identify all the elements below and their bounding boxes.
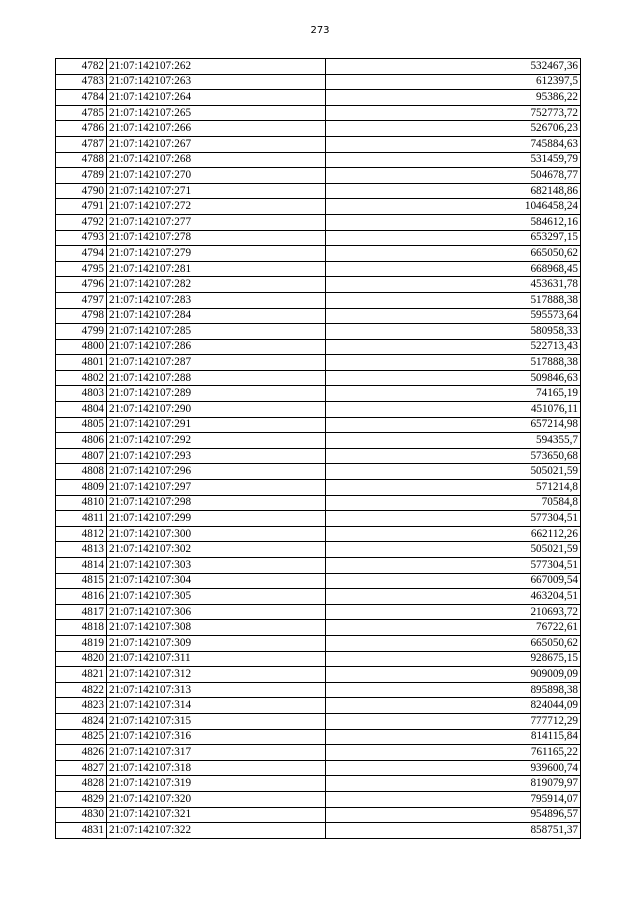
cadastral-number: 21:07:142107:286: [107, 339, 326, 355]
cadastral-number: 21:07:142107:293: [107, 448, 326, 464]
cadastral-value: 752773,72: [326, 105, 581, 121]
row-number: 4803: [56, 386, 107, 402]
table-row: [56, 136, 581, 152]
cadastral-value: 745884,63: [326, 136, 581, 152]
row-number: 4791: [56, 199, 107, 215]
cadastral-value: 928675,15: [326, 651, 581, 667]
cadastral-number: 21:07:142107:315: [107, 713, 326, 729]
cadastral-number: 21:07:142107:290: [107, 402, 326, 418]
table-row: [56, 480, 581, 496]
cadastral-value: 573650,68: [326, 448, 581, 464]
cadastral-value: 509846,63: [326, 370, 581, 386]
row-number: 4789: [56, 168, 107, 184]
table-row: [56, 698, 581, 714]
row-number: 4783: [56, 74, 107, 90]
table-row: [56, 168, 581, 184]
table-row: [56, 464, 581, 480]
table-row: [56, 760, 581, 776]
table-row: [56, 402, 581, 418]
table-row: [56, 339, 581, 355]
cadastral-value: 463204,51: [326, 589, 581, 605]
cadastral-value: 577304,51: [326, 511, 581, 527]
data-table: [55, 58, 581, 839]
cadastral-value: 571214,8: [326, 480, 581, 496]
row-number: 4795: [56, 261, 107, 277]
cadastral-number: 21:07:142107:270: [107, 168, 326, 184]
cadastral-number: 21:07:142107:299: [107, 511, 326, 527]
row-number: 4805: [56, 417, 107, 433]
table-row: [56, 713, 581, 729]
cadastral-value: 795914,07: [326, 791, 581, 807]
cadastral-value: 532467,36: [326, 59, 581, 75]
table-row: [56, 355, 581, 371]
cadastral-number: 21:07:142107:291: [107, 417, 326, 433]
row-number: 4800: [56, 339, 107, 355]
table-row: [56, 199, 581, 215]
cadastral-value: 74165,19: [326, 386, 581, 402]
row-number: 4822: [56, 682, 107, 698]
cadastral-number: 21:07:142107:263: [107, 74, 326, 90]
row-number: 4826: [56, 745, 107, 761]
cadastral-number: 21:07:142107:272: [107, 199, 326, 215]
cadastral-number: 21:07:142107:264: [107, 90, 326, 106]
row-number: 4815: [56, 573, 107, 589]
cadastral-value: 522713,43: [326, 339, 581, 355]
cadastral-number: 21:07:142107:271: [107, 183, 326, 199]
cadastral-number: 21:07:142107:303: [107, 558, 326, 574]
cadastral-number: 21:07:142107:319: [107, 776, 326, 792]
row-number: 4810: [56, 495, 107, 511]
cadastral-number: 21:07:142107:309: [107, 635, 326, 651]
cadastral-number: 21:07:142107:320: [107, 791, 326, 807]
cadastral-value: 662112,26: [326, 526, 581, 542]
table-row: [56, 308, 581, 324]
table-row: [56, 59, 581, 75]
cadastral-number: 21:07:142107:297: [107, 480, 326, 496]
row-number: 4825: [56, 729, 107, 745]
row-number: 4807: [56, 448, 107, 464]
table-row: [56, 324, 581, 340]
row-number: 4813: [56, 542, 107, 558]
table-row: [56, 791, 581, 807]
table-row: [56, 620, 581, 636]
row-number: 4784: [56, 90, 107, 106]
cadastral-value: 526706,23: [326, 121, 581, 137]
cadastral-value: 577304,51: [326, 558, 581, 574]
cadastral-number: 21:07:142107:282: [107, 277, 326, 293]
table-row: [56, 105, 581, 121]
table-row: [56, 745, 581, 761]
table-row: [56, 370, 581, 386]
table-row: [56, 667, 581, 683]
table-row: [56, 807, 581, 823]
cadastral-number: 21:07:142107:277: [107, 214, 326, 230]
table-row: [56, 230, 581, 246]
cadastral-number: 21:07:142107:268: [107, 152, 326, 168]
cadastral-number: 21:07:142107:267: [107, 136, 326, 152]
table-row: [56, 729, 581, 745]
row-number: 4799: [56, 324, 107, 340]
cadastral-number: 21:07:142107:306: [107, 604, 326, 620]
cadastral-number: 21:07:142107:321: [107, 807, 326, 823]
row-number: 4796: [56, 277, 107, 293]
cadastral-value: 653297,15: [326, 230, 581, 246]
cadastral-number: 21:07:142107:278: [107, 230, 326, 246]
table-row: [56, 526, 581, 542]
cadastral-value: 777712,29: [326, 713, 581, 729]
cadastral-number: 21:07:142107:317: [107, 745, 326, 761]
table-row: [56, 183, 581, 199]
cadastral-number: 21:07:142107:314: [107, 698, 326, 714]
cadastral-value: 909009,09: [326, 667, 581, 683]
cadastral-number: 21:07:142107:284: [107, 308, 326, 324]
cadastral-value: 612397,5: [326, 74, 581, 90]
cadastral-value: 665050,62: [326, 246, 581, 262]
cadastral-value: 595573,64: [326, 308, 581, 324]
table-row: [56, 417, 581, 433]
cadastral-value: 453631,78: [326, 277, 581, 293]
cadastral-value: 819079,97: [326, 776, 581, 792]
cadastral-number: 21:07:142107:281: [107, 261, 326, 277]
table-row: [56, 511, 581, 527]
table-row: [56, 635, 581, 651]
row-number: 4824: [56, 713, 107, 729]
cadastral-value: 517888,38: [326, 292, 581, 308]
table-row: [56, 214, 581, 230]
row-number: 4787: [56, 136, 107, 152]
cadastral-value: 814115,84: [326, 729, 581, 745]
cadastral-number: 21:07:142107:266: [107, 121, 326, 137]
table-row: [56, 573, 581, 589]
cadastral-value: 954896,57: [326, 807, 581, 823]
cadastral-number: 21:07:142107:289: [107, 386, 326, 402]
cadastral-value: 667009,54: [326, 573, 581, 589]
cadastral-value: 505021,59: [326, 542, 581, 558]
cadastral-number: 21:07:142107:283: [107, 292, 326, 308]
row-number: 4828: [56, 776, 107, 792]
cadastral-number: 21:07:142107:322: [107, 823, 326, 839]
cadastral-number: 21:07:142107:318: [107, 760, 326, 776]
table-row: [56, 542, 581, 558]
row-number: 4804: [56, 402, 107, 418]
cadastral-number: 21:07:142107:311: [107, 651, 326, 667]
cadastral-number: 21:07:142107:292: [107, 433, 326, 449]
cadastral-value: 939600,74: [326, 760, 581, 776]
table-body: [56, 59, 581, 839]
cadastral-number: 21:07:142107:305: [107, 589, 326, 605]
cadastral-value: 858751,37: [326, 823, 581, 839]
row-number: 4823: [56, 698, 107, 714]
row-number: 4806: [56, 433, 107, 449]
cadastral-value: 70584,8: [326, 495, 581, 511]
row-number: 4786: [56, 121, 107, 137]
cadastral-value: 210693,72: [326, 604, 581, 620]
row-number: 4818: [56, 620, 107, 636]
cadastral-value: 451076,11: [326, 402, 581, 418]
cadastral-number: 21:07:142107:262: [107, 59, 326, 75]
page-number: 273: [310, 25, 330, 36]
row-number: 4794: [56, 246, 107, 262]
row-number: 4827: [56, 760, 107, 776]
table-row: [56, 386, 581, 402]
cadastral-value: 504678,77: [326, 168, 581, 184]
table-row: [56, 121, 581, 137]
table-row: [56, 292, 581, 308]
cadastral-number: 21:07:142107:296: [107, 464, 326, 480]
table-row: [56, 558, 581, 574]
cadastral-number: 21:07:142107:300: [107, 526, 326, 542]
row-number: 4809: [56, 480, 107, 496]
cadastral-number: 21:07:142107:302: [107, 542, 326, 558]
cadastral-value: 657214,98: [326, 417, 581, 433]
cadastral-value: 761165,22: [326, 745, 581, 761]
row-number: 4802: [56, 370, 107, 386]
row-number: 4812: [56, 526, 107, 542]
row-number: 4782: [56, 59, 107, 75]
cadastral-number: 21:07:142107:304: [107, 573, 326, 589]
row-number: 4788: [56, 152, 107, 168]
row-number: 4821: [56, 667, 107, 683]
cadastral-number: 21:07:142107:316: [107, 729, 326, 745]
row-number: 4797: [56, 292, 107, 308]
row-number: 4798: [56, 308, 107, 324]
cadastral-value: 824044,09: [326, 698, 581, 714]
table-row: [56, 152, 581, 168]
table-row: [56, 246, 581, 262]
cadastral-value: 505021,59: [326, 464, 581, 480]
table-row: [56, 651, 581, 667]
row-number: 4820: [56, 651, 107, 667]
table-row: [56, 604, 581, 620]
table-row: [56, 589, 581, 605]
cadastral-number: 21:07:142107:312: [107, 667, 326, 683]
row-number: 4808: [56, 464, 107, 480]
table-row: [56, 495, 581, 511]
cadastral-value: 682148,86: [326, 183, 581, 199]
cadastral-value: 584612,16: [326, 214, 581, 230]
cadastral-value: 517888,38: [326, 355, 581, 371]
cadastral-number: 21:07:142107:308: [107, 620, 326, 636]
cadastral-number: 21:07:142107:285: [107, 324, 326, 340]
row-number: 4811: [56, 511, 107, 527]
cadastral-value: 1046458,24: [326, 199, 581, 215]
cadastral-number: 21:07:142107:288: [107, 370, 326, 386]
table-row: [56, 277, 581, 293]
cadastral-value: 665050,62: [326, 635, 581, 651]
table-row: [56, 90, 581, 106]
row-number: 4814: [56, 558, 107, 574]
cadastral-number: 21:07:142107:265: [107, 105, 326, 121]
cadastral-value: 76722,61: [326, 620, 581, 636]
cadastral-value: 95386,22: [326, 90, 581, 106]
row-number: 4830: [56, 807, 107, 823]
cadastral-number: 21:07:142107:313: [107, 682, 326, 698]
table-row: [56, 823, 581, 839]
row-number: 4792: [56, 214, 107, 230]
row-number: 4817: [56, 604, 107, 620]
table-row: [56, 682, 581, 698]
table-row: [56, 433, 581, 449]
cadastral-value: 531459,79: [326, 152, 581, 168]
cadastral-value: 580958,33: [326, 324, 581, 340]
cadastral-value: 594355,7: [326, 433, 581, 449]
cadastral-value: 895898,38: [326, 682, 581, 698]
row-number: 4819: [56, 635, 107, 651]
row-number: 4793: [56, 230, 107, 246]
row-number: 4816: [56, 589, 107, 605]
cadastral-value: 668968,45: [326, 261, 581, 277]
row-number: 4785: [56, 105, 107, 121]
table-row: [56, 776, 581, 792]
cadastral-number: 21:07:142107:298: [107, 495, 326, 511]
row-number: 4801: [56, 355, 107, 371]
cadastral-number: 21:07:142107:287: [107, 355, 326, 371]
table-row: [56, 261, 581, 277]
table-row: [56, 74, 581, 90]
row-number: 4790: [56, 183, 107, 199]
table-row: [56, 448, 581, 464]
row-number: 4831: [56, 823, 107, 839]
cadastral-number: 21:07:142107:279: [107, 246, 326, 262]
row-number: 4829: [56, 791, 107, 807]
